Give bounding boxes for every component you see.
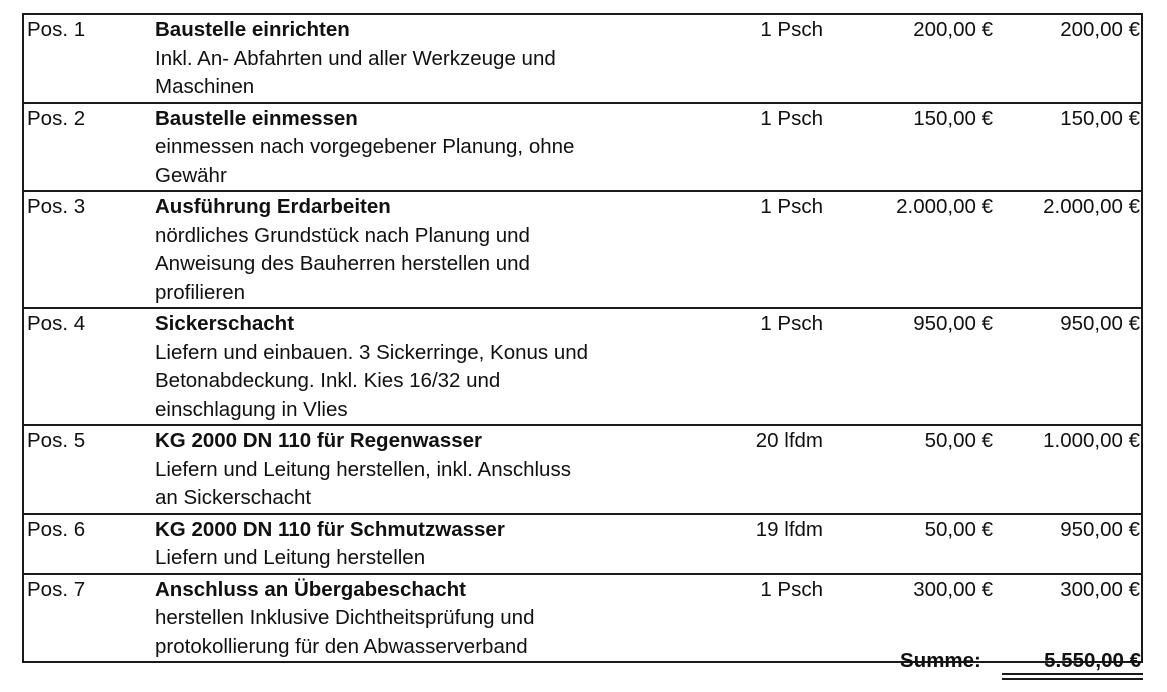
- line-total: 1.000,00 €: [1043, 429, 1140, 452]
- sum-double-underline-bottom: [1002, 678, 1143, 680]
- item-description: [155, 427, 665, 513]
- table-row: [24, 309, 1141, 426]
- item-title: KG 2000 DN 110 für Regenwasser: [155, 429, 483, 452]
- line-total: 200,00 €: [1060, 18, 1140, 41]
- item-detail-line: Betonabdeckung. Inkl. Kies 16/32 und: [155, 369, 501, 392]
- position-number: Pos. 6: [27, 517, 86, 541]
- item-title: Sickerschacht: [155, 312, 295, 335]
- unit-price: 150,00 €: [913, 106, 993, 130]
- position-number: Pos. 3: [27, 195, 86, 218]
- table-row: [24, 515, 1141, 575]
- unit-price: 300,00 €: [913, 577, 993, 601]
- unit-price: 200,00 €: [913, 18, 993, 41]
- line-total: 300,00 €: [1060, 577, 1140, 601]
- item-description: [155, 193, 665, 307]
- item-description: [155, 310, 665, 424]
- sum-double-underline-top: [1002, 673, 1143, 675]
- line-total: 150,00 €: [1060, 106, 1140, 130]
- quantity: 1 Psch: [760, 106, 823, 130]
- item-detail-line: Anweisung des Bauherren herstellen und: [155, 252, 530, 275]
- position-number: Pos. 5: [27, 429, 86, 452]
- line-total: 2.000,00 €: [1043, 195, 1140, 218]
- line-total: 950,00 €: [1060, 312, 1140, 335]
- item-title: Baustelle einrichten: [155, 18, 350, 41]
- item-detail-line: herstellen Inklusive Dichtheitsprüfung und: [155, 606, 535, 629]
- unit-price: 50,00 €: [924, 517, 993, 541]
- item-detail-line: Liefern und einbauen. 3 Sickerringe, Konus und: [155, 340, 589, 364]
- item-title: KG 2000 DN 110 für Schmutzwasser: [155, 517, 505, 541]
- unit-price: 50,00 €: [924, 429, 993, 452]
- position-number: Pos. 2: [27, 106, 86, 130]
- item-description: [155, 576, 665, 662]
- quantity: 1 Psch: [760, 312, 823, 335]
- item-detail-line: profilieren: [155, 280, 246, 304]
- sum-label: Summe:: [900, 649, 981, 672]
- unit-price: 950,00 €: [913, 312, 993, 335]
- position-number: Pos. 1: [27, 18, 86, 41]
- item-description: [155, 516, 665, 573]
- sum-value: 5.550,00 €: [1044, 649, 1141, 672]
- table-row: [24, 192, 1141, 309]
- item-title: Ausführung Erdarbeiten: [155, 195, 391, 218]
- item-title: Baustelle einmessen: [155, 106, 358, 130]
- table-row: [24, 15, 1141, 104]
- item-detail-line: an Sickerschacht: [155, 486, 312, 509]
- item-detail-line: einmessen nach vorgegebener Planung, ohne: [155, 135, 575, 158]
- unit-price: 2.000,00 €: [896, 195, 993, 218]
- position-number: Pos. 7: [27, 577, 86, 601]
- item-detail-line: einschlagung in Vlies: [155, 397, 348, 421]
- quantity: 1 Psch: [760, 195, 823, 218]
- item-detail-line: Gewähr: [155, 163, 227, 187]
- invoice-table: [22, 13, 1143, 663]
- item-detail-line: nördliches Grundstück nach Planung und: [155, 223, 530, 247]
- quantity: 19 lfdm: [755, 517, 823, 541]
- item-detail-line: Liefern und Leitung herstellen: [155, 546, 426, 569]
- item-detail-line: protokollierung für den Abwasserverband: [155, 634, 528, 658]
- item-title: Anschluss an Übergabeschacht: [155, 577, 467, 601]
- item-detail-line: Liefern und Leitung herstellen, inkl. Anschluss: [155, 457, 571, 481]
- line-total: 950,00 €: [1060, 517, 1140, 541]
- item-detail-line: Maschinen: [155, 75, 255, 98]
- quantity: 20 lfdm: [755, 429, 823, 452]
- item-detail-line: Inkl. An- Abfahrten und aller Werkzeuge und: [155, 46, 556, 70]
- table-row: [24, 426, 1141, 515]
- item-description: [155, 16, 665, 102]
- quantity: 1 Psch: [760, 18, 823, 41]
- table-row: [24, 104, 1141, 193]
- position-number: Pos. 4: [27, 312, 86, 335]
- quantity: 1 Psch: [760, 577, 823, 601]
- item-description: [155, 105, 665, 191]
